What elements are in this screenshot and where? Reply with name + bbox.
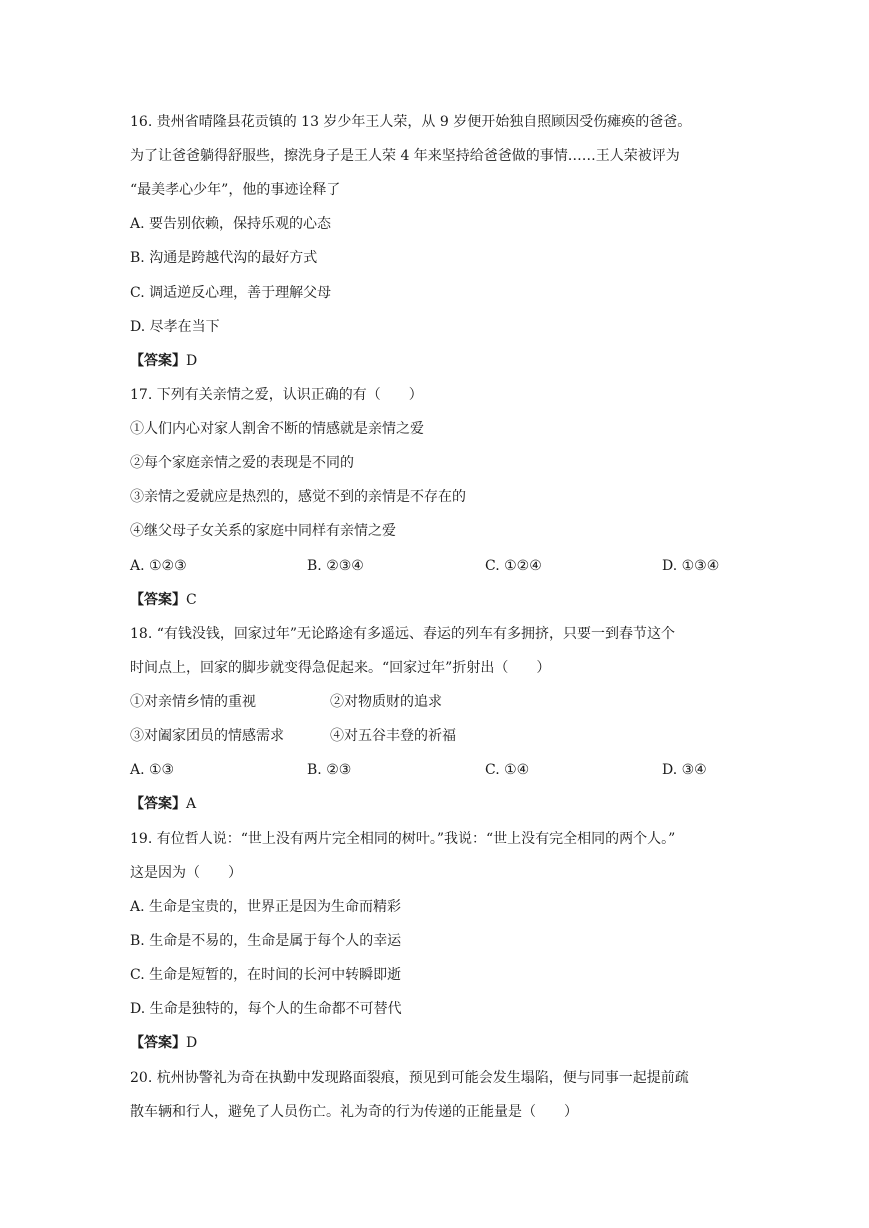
q18-item-1: ①对亲情乡情的重视 — [130, 694, 256, 710]
q18-item-3: ③对阖家团员的情感需求 — [130, 728, 284, 744]
q19-answer — [130, 1033, 197, 1053]
q18-stem-line-2: 时间点上，回家的脚步就变得急促起来。“回家过年”折射出（ ） — [130, 660, 551, 676]
q16-stem-line-2: 为了让爸爸躺得舒服些，擦洗身子是王人荣 4 年来坚持给爸爸做的事情……王人荣被评为 — [130, 148, 680, 164]
q17-option-d: D. ①③④ — [662, 558, 720, 574]
q19-stem-line-2: 这是因为（ ） — [130, 865, 242, 881]
q16-option-a: A. 要告别依赖，保持乐观的心态 — [130, 216, 332, 232]
q20-stem-line-1: 20. 杭州协警礼为奇在执勤中发现路面裂痕，预见到可能会发生塌陷，便与同事一起提前疏 — [130, 1070, 689, 1086]
q19-option-a: A. 生命是宝贵的，世界正是因为生命而精彩 — [130, 899, 402, 915]
q17-item-2: ②每个家庭亲情之爱的表现是不同的 — [130, 455, 354, 471]
q18-answer — [130, 794, 196, 814]
q18-option-c: C. ①④ — [485, 762, 530, 778]
answer-label: 【答案】 — [130, 796, 186, 812]
answer-value: C — [186, 592, 197, 608]
q18-item-2: ②对物质财的追求 — [330, 694, 442, 710]
q18-option-d: D. ③④ — [662, 762, 707, 778]
q18-option-b: B. ②③ — [307, 762, 352, 778]
answer-value: D — [186, 1035, 198, 1051]
q18-item-4: ④对五谷丰登的祈福 — [330, 728, 456, 744]
q16-stem-line-1: 16. 贵州省晴隆县花贡镇的 13 岁少年王人荣，从 9 岁便开始独自照顾因受伤瘫痪的爸爸。 — [130, 114, 692, 130]
q17-option-c: C. ①②④ — [485, 558, 542, 574]
q18-option-a: A. ①③ — [130, 762, 175, 778]
q17-answer — [130, 590, 197, 610]
q19-stem-line-1: 19. 有位哲人说：“世上没有两片完全相同的树叶。”我说：“世上没有完全相同的两个人。” — [130, 831, 676, 847]
q19-option-b: B. 生命是不易的，生命是属于每个人的幸运 — [130, 933, 402, 949]
answer-label: 【答案】 — [130, 592, 186, 608]
q17-item-4: ④继父母子女关系的家庭中同样有亲情之爱 — [130, 523, 396, 539]
q17-stem-line-1: 17. 下列有关亲情之爱，认识正确的有（ ） — [130, 387, 423, 403]
q19-option-c: C. 生命是短暂的，在时间的长河中转瞬即逝 — [130, 967, 402, 983]
answer-label: 【答案】 — [130, 1035, 186, 1051]
q17-option-a: A. ①②③ — [130, 558, 187, 574]
answer-value: D — [186, 353, 198, 369]
q16-answer — [130, 351, 197, 371]
q17-item-1: ①人们内心对家人割舍不断的情感就是亲情之爱 — [130, 421, 424, 437]
q20-stem-line-2: 散车辆和行人，避免了人员伤亡。礼为奇的行为传递的正能量是（ ） — [130, 1104, 578, 1120]
q16-stem-line-3: “最美孝心少年”，他的事迹诠释了 — [130, 182, 341, 198]
answer-value: A — [186, 796, 197, 812]
q19-option-d: D. 生命是独特的，每个人的生命都不可替代 — [130, 1001, 402, 1017]
q16-option-d: D. 尽孝在当下 — [130, 319, 220, 335]
answer-label: 【答案】 — [130, 353, 186, 369]
q16-option-c: C. 调适逆反心理，善于理解父母 — [130, 285, 332, 301]
q16-option-b: B. 沟通是跨越代沟的最好方式 — [130, 250, 318, 266]
q17-option-b: B. ②③④ — [307, 558, 364, 574]
q18-stem-line-1: 18. “有钱没钱，回家过年”无论路途有多遥远、春运的列车有多拥挤，只要一到春节这个 — [130, 626, 676, 642]
q17-item-3: ③亲情之爱就应是热烈的，感觉不到的亲情是不存在的 — [130, 489, 466, 505]
